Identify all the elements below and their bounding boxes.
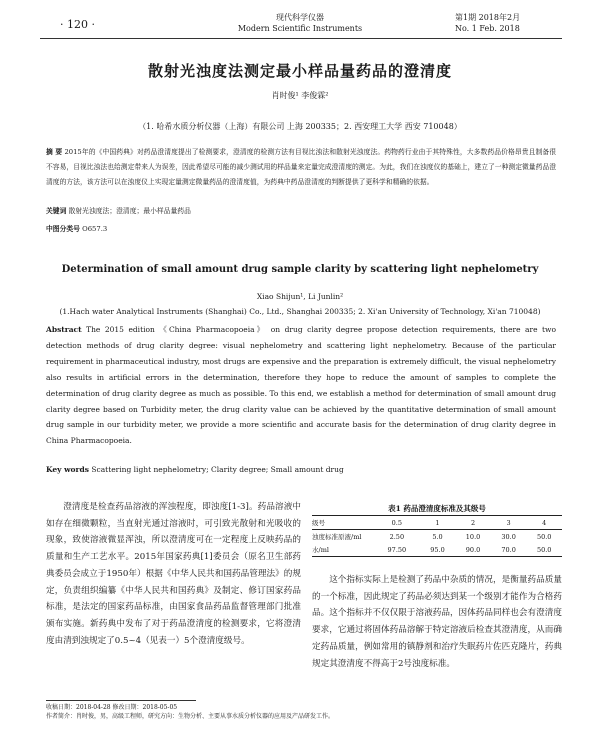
paper-title-en: Determination of small amount drug sample clarity by scattering light nephelometry — [61, 264, 539, 275]
table-header-cell: 3 — [506, 518, 511, 527]
affiliation-en: (1.Hach water Analytical Instruments (Shanghai) Co., Ltd., Shanghai 200335; 2. Xi'an University of Technology, Xi'an 710048) — [59, 307, 541, 316]
header-divider — [40, 38, 562, 39]
page-number: · 120 · — [60, 18, 95, 31]
authors-en: Xiao Shijun¹, Li Junlin² — [256, 292, 344, 301]
footnote — [46, 703, 334, 721]
abstract-cn-label: 摘 要 — [46, 148, 63, 156]
table-header-cell: 0.5 — [391, 518, 403, 527]
table-header-cell: 4 — [542, 518, 547, 527]
journal-name-cn: 现代科学仪器 — [276, 13, 324, 22]
table-row — [312, 543, 562, 557]
table-cell: 50.0 — [536, 532, 552, 541]
abstract-en — [46, 322, 556, 449]
body-text-right: 这个指标实际上是检测了药品中杂质的情况，是衡量药品质量的一个标准，因此规定了药品必须达到某一个级别才能作为合格药品。这个指标并不仅仅限于溶液药品，因体药品同样也会有澄清度要求，它通过将固体药品溶解于特定溶液后检查其澄清度，从而确定药品质量，例如常用的镇静剂和治疗失眠药片佐匹克隆片，药典规定其澄清度不得高于2号浊度标准。 — [312, 575, 562, 669]
abstract-en-text: The 2015 edition 《China Pharmacopoeia》 on drug clarity degree propose detection requirements, there are two detection methods of drug clarity degree: visual nephelometry and scattering light nephelometry. Because of the particular requirement in pharmaceutical industry, most drugs are expensive and the preparation is extremely difficult, the visual nephelometry also results in artificial errors in the determination, therefore they hope to reduce the amount of samples to complete the determination of drug clarity degree as much as possible. To this end, we establish a method for determination of small amount drug clarity degree based on Turbidity meter, the drug clarity value can be achieved by the quantitative determination of small amount drug sample in our turbidity meter, we provide a more scientific and accurate basis for the determination of drug clarity degree in China Pharmacopoeia. — [46, 325, 556, 446]
footnote-received: 收稿日期：2018-04-28 修改日期：2018-05-05 — [46, 704, 178, 711]
keywords-cn-label: 关键词 — [46, 207, 67, 215]
keywords-cn-text: 散射光浊度法；澄清度；最小样品量药品 — [68, 207, 191, 215]
table-cell: 5.0 — [432, 532, 443, 541]
paper-title-cn: 散射光浊度法测定最小样品量药品的澄清度 — [147, 62, 452, 80]
table-cell: 2.50 — [389, 532, 405, 541]
classification — [46, 223, 107, 233]
keywords-cn — [46, 205, 191, 215]
table-header-cell: 1 — [435, 518, 440, 527]
footnote-divider — [46, 700, 196, 701]
table-cell: 70.0 — [501, 545, 516, 554]
table-header-cell: 2 — [470, 518, 476, 527]
body-text-left: 澄清度是检查药品溶液的浑浊程度，即浊度[1-3]。药品溶液中如存在细微颗粒，当直射光通过溶液时，可引致光散射和光吸收的现象，致使溶液微显浑浊，所以澄清度可在一定程度上反映药品的质量和生产工艺水平。2015年国家药典[1]委员会（原名卫生部药典委员会成立于1950年）根据《中华人民共和国药品管理法》的规定，负责组织编纂《中华人民共和国药典》及制定、修订国家药品标准，是法定的国家药品标准，由国家食品药品监督管理部门批准颁布实施。新药典中发布了对于药品澄清度的检测要求，它将澄清度由清到浊规定了0.5~4（见表一）5个澄清度级号。 — [46, 502, 301, 646]
table-cell: 90.0 — [465, 545, 481, 554]
keywords-en-label: Key words — [46, 465, 89, 474]
clarity-table — [312, 515, 562, 557]
table-header-row — [312, 516, 562, 530]
authors-cn: 肖时俊¹ 李俊霖² — [271, 91, 329, 100]
table-row — [312, 530, 562, 544]
abstract-cn — [46, 145, 556, 190]
journal-name-en: Modern Scientific Instruments — [237, 24, 363, 33]
table-header-cell: 级号 — [312, 519, 325, 527]
issue-cn: 第1期 2018年2月 — [455, 13, 521, 22]
abstract-en-label: Abstract — [46, 325, 82, 334]
keywords-en-text: Scattering light nephelometry; Clarity degree; Small amount drug — [91, 465, 344, 474]
affiliation-cn: （1. 哈希水质分析仪器（上海）有限公司 上海 200335；2. 西安理工大学 西安 710048） — [138, 122, 462, 131]
table-cell: 浊度标准原液/ml — [312, 533, 362, 541]
classification-label: 中图分类号 — [46, 225, 80, 233]
table-caption: 表1 药品澄清度标准及其级号 — [388, 504, 486, 513]
abstract-cn-text: 2015年的《中国药典》对药品澄清度提出了检测要求，澄清度的检测方法有目视比浊法和散射光浊度法。药物药行业由于其特殊性，大多数药品价格昂贵且制备很不容易，目视比浊法也给测定带来人为误差，因此希望尽可能的减少测试用的样品量来定量完成澄清度的测定。为此，我们在浊度仪的基础上，建立了一种测定微量药品澄清度的方法，该方法可以在浊度仪上实现定量测定微量药品的澄清度值，为药典中药品澄清度的判断提供了更科学和精确的依据。 — [46, 148, 557, 186]
table-cell: 10.0 — [465, 532, 481, 541]
issue-en: No. 1 Feb. 2018 — [455, 24, 520, 33]
table-cell: 95.0 — [430, 545, 445, 554]
issue-info — [455, 12, 520, 34]
keywords-en — [46, 465, 344, 474]
table-cell: 97.50 — [387, 545, 407, 554]
footnote-author: 作者简介：肖时俊，男，高级工程师，研究方向：生物分析、主要从事水质分析仪器的应用及产品研发工作。 — [46, 713, 335, 720]
table-cell: 30.0 — [501, 532, 516, 541]
table-cell: 50.0 — [536, 545, 552, 554]
table-cell: 水/ml — [312, 546, 329, 554]
classification-value: O657.3 — [82, 225, 108, 233]
